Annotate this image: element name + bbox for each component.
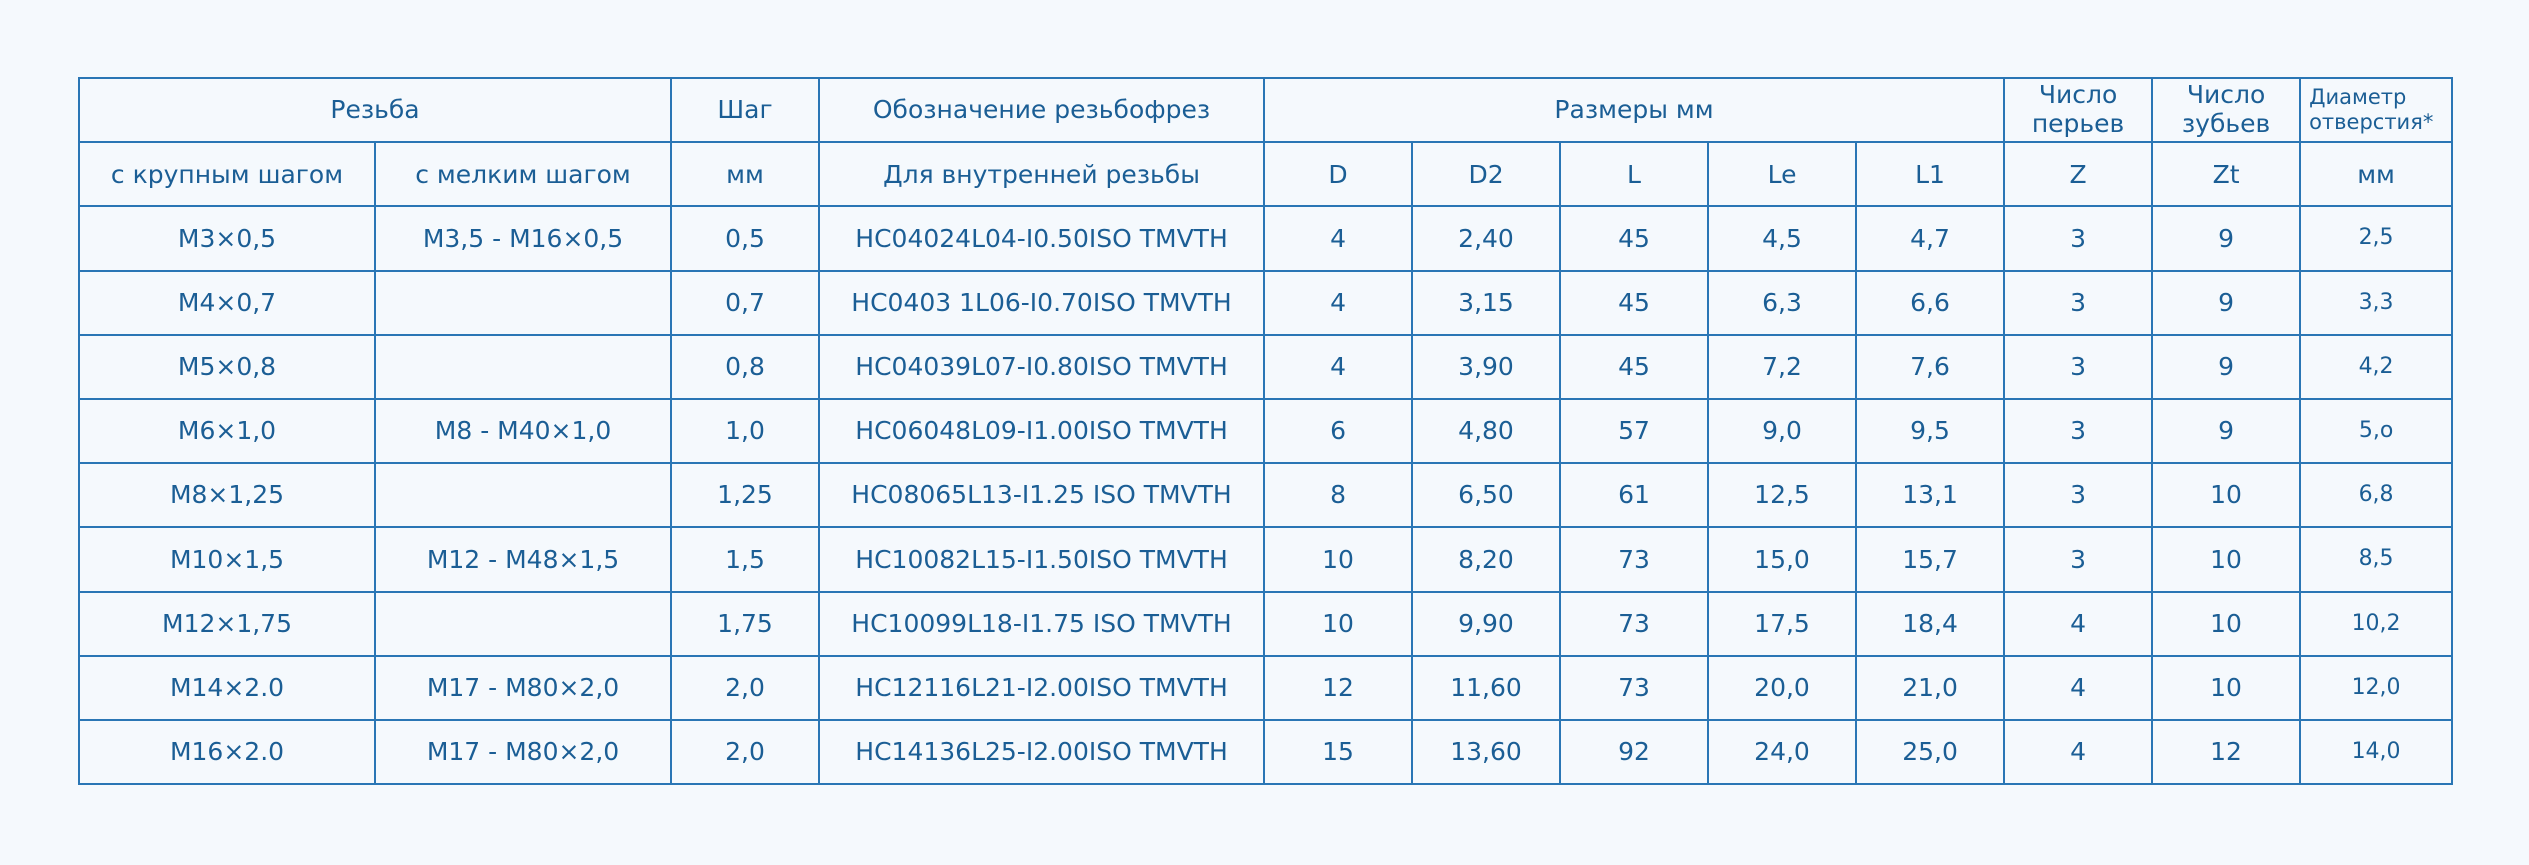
cell-fine <box>375 271 671 335</box>
cell-D2: 13,60 <box>1412 720 1560 784</box>
cell-fine: M12 - M48×1,5 <box>375 527 671 591</box>
cell-D: 10 <box>1264 527 1412 591</box>
table-row <box>79 399 2452 463</box>
cell-hole: 6,8 <box>2300 463 2452 527</box>
cell-hole: 3,3 <box>2300 271 2452 335</box>
cell-pitch: 0,8 <box>671 335 819 399</box>
cell-coarse: M4×0,7 <box>79 271 375 335</box>
header-internal: Для внутренней резьбы <box>819 142 1264 206</box>
cell-fine: M8 - M40×1,0 <box>375 399 671 463</box>
cell-L: 73 <box>1560 527 1708 591</box>
cell-Zt: 9 <box>2152 271 2300 335</box>
cell-pitch: 1,0 <box>671 399 819 463</box>
header-D: D <box>1264 142 1412 206</box>
cell-Zt: 9 <box>2152 399 2300 463</box>
cell-coarse: M14×2.0 <box>79 656 375 720</box>
cell-hole: 5,o <box>2300 399 2452 463</box>
cell-Z: 3 <box>2004 463 2152 527</box>
cell-D: 4 <box>1264 335 1412 399</box>
cell-hole: 2,5 <box>2300 206 2452 270</box>
cell-D2: 9,90 <box>1412 592 1560 656</box>
cell-Le: 24,0 <box>1708 720 1856 784</box>
cell-D: 15 <box>1264 720 1412 784</box>
cell-designation: HC06048L09-I1.00ISO TMVTH <box>819 399 1264 463</box>
cell-L1: 7,6 <box>1856 335 2004 399</box>
cell-coarse: M8×1,25 <box>79 463 375 527</box>
header-Le: Le <box>1708 142 1856 206</box>
cell-designation: HC04024L04-I0.50ISO TMVTH <box>819 206 1264 270</box>
cell-designation: HC10099L18-I1.75 ISO TMVTH <box>819 592 1264 656</box>
cell-Z: 3 <box>2004 271 2152 335</box>
cell-L: 45 <box>1560 271 1708 335</box>
cell-L: 92 <box>1560 720 1708 784</box>
header-flutes: Число перьев <box>2004 78 2152 142</box>
cell-fine: M17 - M80×2,0 <box>375 656 671 720</box>
cell-Le: 17,5 <box>1708 592 1856 656</box>
cell-D2: 3,15 <box>1412 271 1560 335</box>
cell-fine: M17 - M80×2,0 <box>375 720 671 784</box>
header-pitch-unit: мм <box>671 142 819 206</box>
cell-fine: M3,5 - M16×0,5 <box>375 206 671 270</box>
cell-D2: 3,90 <box>1412 335 1560 399</box>
cell-Zt: 10 <box>2152 527 2300 591</box>
header-hole-unit: мм <box>2300 142 2452 206</box>
table-row <box>79 656 2452 720</box>
cell-D2: 2,40 <box>1412 206 1560 270</box>
cell-fine <box>375 335 671 399</box>
cell-D: 8 <box>1264 463 1412 527</box>
header-thread: Резьба <box>79 78 671 142</box>
cell-D: 12 <box>1264 656 1412 720</box>
cell-coarse: M5×0,8 <box>79 335 375 399</box>
cell-Zt: 10 <box>2152 592 2300 656</box>
cell-Le: 7,2 <box>1708 335 1856 399</box>
cell-pitch: 1,75 <box>671 592 819 656</box>
cell-Zt: 12 <box>2152 720 2300 784</box>
cell-coarse: M12×1,75 <box>79 592 375 656</box>
cell-pitch: 1,25 <box>671 463 819 527</box>
cell-D: 4 <box>1264 206 1412 270</box>
cell-Le: 4,5 <box>1708 206 1856 270</box>
cell-coarse: M6×1,0 <box>79 399 375 463</box>
header-D2: D2 <box>1412 142 1560 206</box>
cell-L: 45 <box>1560 206 1708 270</box>
table-row <box>79 271 2452 335</box>
cell-designation: HC08065L13-I1.25 ISO TMVTH <box>819 463 1264 527</box>
header-row-2 <box>79 142 2452 206</box>
cell-D: 10 <box>1264 592 1412 656</box>
cell-pitch: 0,5 <box>671 206 819 270</box>
cell-D: 6 <box>1264 399 1412 463</box>
cell-D2: 11,60 <box>1412 656 1560 720</box>
cell-coarse: M16×2.0 <box>79 720 375 784</box>
cell-L1: 9,5 <box>1856 399 2004 463</box>
cell-D2: 6,50 <box>1412 463 1560 527</box>
header-row-1 <box>79 78 2452 142</box>
cell-Le: 6,3 <box>1708 271 1856 335</box>
cell-D: 4 <box>1264 271 1412 335</box>
cell-D2: 8,20 <box>1412 527 1560 591</box>
cell-L1: 18,4 <box>1856 592 2004 656</box>
cell-coarse: M3×0,5 <box>79 206 375 270</box>
table-row <box>79 527 2452 591</box>
cell-pitch: 2,0 <box>671 720 819 784</box>
cell-Zt: 9 <box>2152 335 2300 399</box>
cell-fine <box>375 592 671 656</box>
header-designation: Обозначение резьбофрез <box>819 78 1264 142</box>
thread-mill-table <box>78 77 2453 785</box>
cell-Z: 4 <box>2004 656 2152 720</box>
cell-L1: 15,7 <box>1856 527 2004 591</box>
cell-hole: 4,2 <box>2300 335 2452 399</box>
table-row <box>79 335 2452 399</box>
header-L: L <box>1560 142 1708 206</box>
cell-designation: HC04039L07-I0.80ISO TMVTH <box>819 335 1264 399</box>
cell-Z: 3 <box>2004 527 2152 591</box>
cell-Z: 4 <box>2004 720 2152 784</box>
cell-hole: 12,0 <box>2300 656 2452 720</box>
header-teeth: Число зубьев <box>2152 78 2300 142</box>
cell-L1: 6,6 <box>1856 271 2004 335</box>
cell-L: 61 <box>1560 463 1708 527</box>
cell-hole: 8,5 <box>2300 527 2452 591</box>
cell-L: 45 <box>1560 335 1708 399</box>
header-Zt: Zt <box>2152 142 2300 206</box>
cell-L1: 13,1 <box>1856 463 2004 527</box>
cell-Zt: 10 <box>2152 656 2300 720</box>
header-fine: с мелким шагом <box>375 142 671 206</box>
cell-designation: HC0403 1L06-I0.70ISO TMVTH <box>819 271 1264 335</box>
cell-hole: 10,2 <box>2300 592 2452 656</box>
table-row <box>79 206 2452 270</box>
cell-Le: 15,0 <box>1708 527 1856 591</box>
cell-designation: HC14136L25-I2.00ISO TMVTH <box>819 720 1264 784</box>
cell-Le: 12,5 <box>1708 463 1856 527</box>
table-body <box>79 206 2452 784</box>
cell-coarse: M10×1,5 <box>79 527 375 591</box>
cell-Zt: 9 <box>2152 206 2300 270</box>
cell-Le: 9,0 <box>1708 399 1856 463</box>
cell-Le: 20,0 <box>1708 656 1856 720</box>
cell-hole: 14,0 <box>2300 720 2452 784</box>
cell-L: 73 <box>1560 656 1708 720</box>
cell-designation: HC10082L15-I1.50ISO TMVTH <box>819 527 1264 591</box>
header-coarse: с крупным шагом <box>79 142 375 206</box>
header-L1: L1 <box>1856 142 2004 206</box>
thread-mill-table-container <box>78 77 2451 785</box>
cell-L: 73 <box>1560 592 1708 656</box>
cell-designation: HC12116L21-I2.00ISO TMVTH <box>819 656 1264 720</box>
cell-L1: 4,7 <box>1856 206 2004 270</box>
header-hole-diameter: Диаметр отверстия* <box>2300 78 2452 142</box>
header-pitch: Шаг <box>671 78 819 142</box>
table-row <box>79 463 2452 527</box>
cell-Zt: 10 <box>2152 463 2300 527</box>
cell-D2: 4,80 <box>1412 399 1560 463</box>
table-row <box>79 592 2452 656</box>
cell-Z: 3 <box>2004 206 2152 270</box>
cell-L1: 25,0 <box>1856 720 2004 784</box>
cell-Z: 3 <box>2004 335 2152 399</box>
cell-Z: 3 <box>2004 399 2152 463</box>
cell-pitch: 2,0 <box>671 656 819 720</box>
cell-pitch: 1,5 <box>671 527 819 591</box>
header-dimensions: Размеры мм <box>1264 78 2004 142</box>
cell-Z: 4 <box>2004 592 2152 656</box>
cell-pitch: 0,7 <box>671 271 819 335</box>
cell-L: 57 <box>1560 399 1708 463</box>
table-row <box>79 720 2452 784</box>
header-Z: Z <box>2004 142 2152 206</box>
cell-fine <box>375 463 671 527</box>
cell-L1: 21,0 <box>1856 656 2004 720</box>
